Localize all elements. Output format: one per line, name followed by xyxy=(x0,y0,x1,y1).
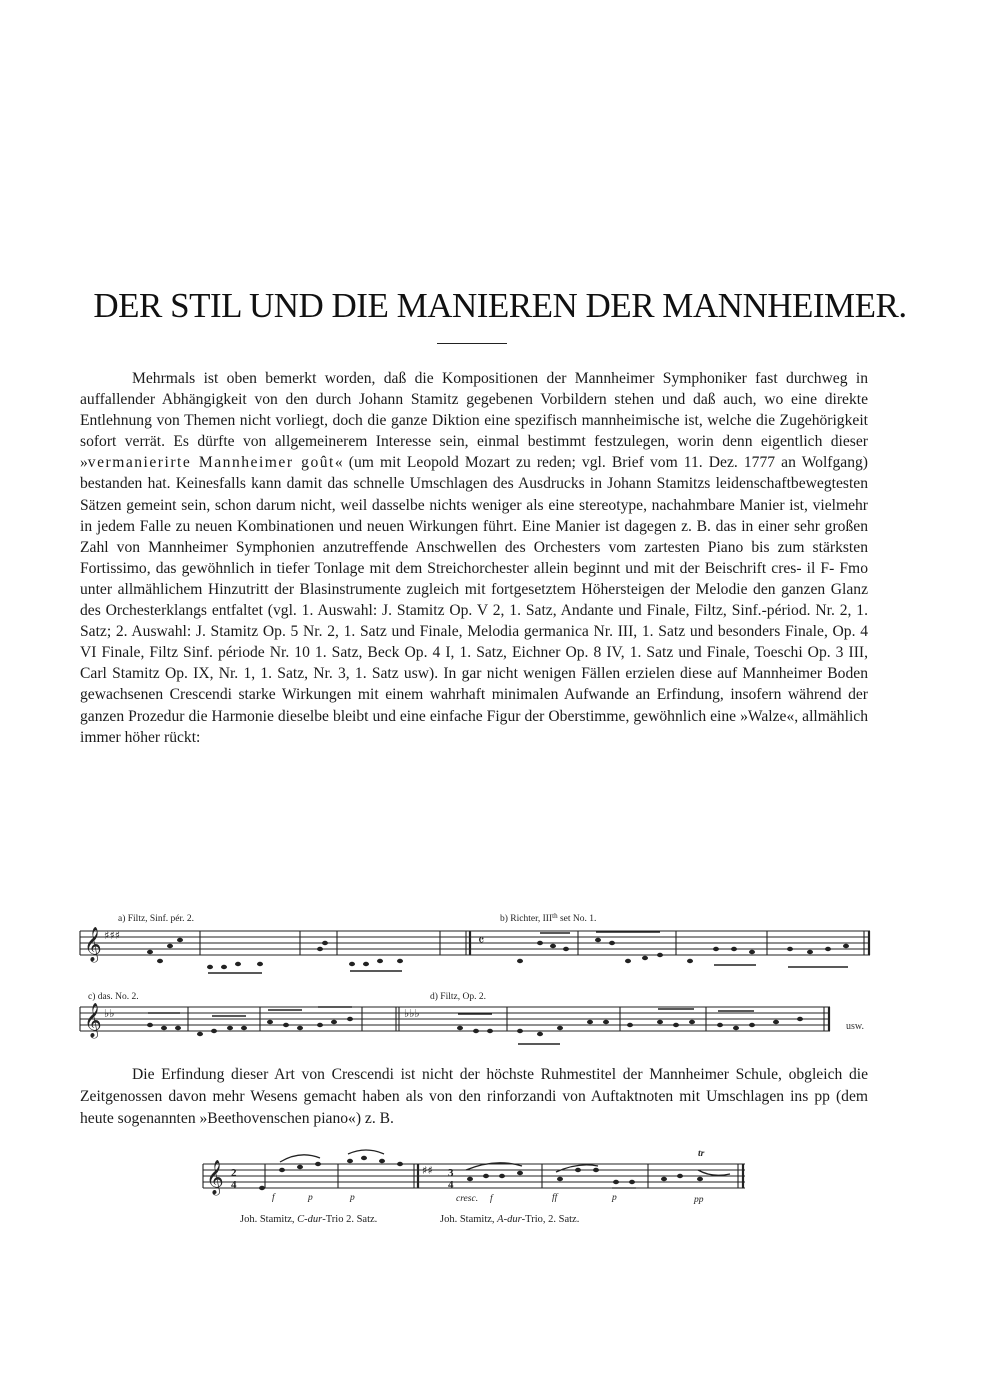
svg-text:2: 2 xyxy=(231,1167,237,1179)
paragraph-1-spaced-quote: vermanierirte Mannheimer goût xyxy=(87,454,335,472)
caption-left: Joh. Stamitz, C-dur-Trio 2. Satz. xyxy=(240,1214,378,1225)
paragraph-1 xyxy=(80,368,868,748)
svg-text:♯♯♯: ♯♯♯ xyxy=(104,929,120,942)
dyn-p3: p xyxy=(612,1193,617,1203)
paragraph-1-part-1: Mehrmals ist oben bemerkt worden, daß die Kompositionen der Mannheimer Symphoniker fast durchweg in auffallender Abhängigkeit von den durch Johann Stamitz gegebenen Vorbildern stehen und daß auch, wo eine direkte Entlehnung von Themen nicht vorliegt, doch die ganze Diktion eine spezifisch mannheimische ist, welche die Zugehörigkeit sofort verrät. Es dürfte von allgemeinerem Interesse sein, einmal bestimmt festzulegen, worin denn eigentlich dieser » xyxy=(80,370,868,472)
dyn-f1: f xyxy=(272,1193,275,1203)
svg-text:𝄞: 𝄞 xyxy=(84,1003,102,1038)
title-rule xyxy=(437,343,507,344)
example-d-label: d) Filtz, Op. 2. xyxy=(430,992,486,1002)
svg-text:♭♭: ♭♭ xyxy=(104,1007,115,1020)
example-c-label: c) das. No. 2. xyxy=(88,992,139,1002)
svg-text:3: 3 xyxy=(448,1167,454,1179)
dyn-cresc: cresc. xyxy=(456,1194,479,1204)
music-example-1-system-2 xyxy=(0,991,1000,1071)
dyn-p2: p xyxy=(350,1193,355,1203)
treble-clef-icon: 𝄞 xyxy=(84,927,102,962)
dyn-ff: ff xyxy=(552,1193,558,1203)
paragraph-2 xyxy=(80,1064,868,1130)
caption-right: Joh. Stamitz, A-dur-Trio, 2. Satz. xyxy=(440,1214,580,1225)
paragraph-1-part-2: « (um mit Leopold Mozart zu reden; vgl. Brief vom 11. Dez. 1777 an Wolfgang) bestanden hat. Keinesfalls kann damit das schnelle Umschlagen des Ausdrucks in Johann Stamitzs leidenschaftbewegtesten Sätzen gemeint sein, schon darum nicht, weil dasselbe nichts weniger als eine stereotype, nachahmbare Manier ist, vielmehr in jedem Falle zu neuen Kombinationen und neuen Wirkungen führt. Eine Manier ist dagegen z. B. das in einer sehr großen Zahl von Mannheimer Symphonien anzutreffende Anschwellen des Orchesters vom zartesten Piano bis zum stärksten Fortissimo, das gewöhnlich in tiefer Tonlage mit dem Streichorchester allein beginnt und mit der Beischrift cres- il F- Fmo unter allmählichem Hinzutritt der Blasinstrumente zugleich mit fortgesetztem Höhersteigen der Melodie den ganzen Glanz des Orchesterklangs entfaltet (vgl. 1. Auswahl: J. Stamitz Op. V 2, 1. Satz, Andante und Finale, Filtz, Sinf.-périod. Nr. 2, 1. Satz; 2. Auswahl: J. Stamitz Op. 5 Nr. 2, 1. Satz und Finale, Melodia germanica Nr. III, 1. Satz und besonders Finale, Op. 4 VI Finale, Filtz Sinf. période Nr. 10 1. Satz, Beck Op. 4 I, 1. Satz, Eichner Op. 8 IV, 1. Satz und Finale, Toeschi Op. 3 III, Carl Stamitz Op. IX, Nr. 1, 1. Satz, Nr. 3, 1. Satz usw). In gar nicht wenigen Fällen erzielen diese auf Mannheimer Boden gewachsenen Crescendi starke Wirkungen mit einem wahrhaft minimalen Aufwande an Erfindung, insofern während der ganzen Prozedur die Harmonie dieselbe bleibt und eine einfache Figur der Oberstimme, gewöhnlich eine »Walze«, allmählich immer höher rückt: xyxy=(80,454,868,746)
svg-text:4: 4 xyxy=(231,1179,237,1191)
svg-text:♯♯: ♯♯ xyxy=(422,1164,433,1177)
trill-mark: tr xyxy=(698,1149,705,1159)
music-example-1-system-1 xyxy=(0,905,1000,985)
dyn-f2: f xyxy=(490,1194,493,1204)
dyn-p1: p xyxy=(308,1193,313,1203)
page-title: DER STIL UND DIE MANIEREN DER MANNHEIMER. xyxy=(93,286,907,325)
paragraph-2-text: Die Erfindung dieser Art von Crescendi ist nicht der höchste Ruhmestitel der Mannheimer Schule, obgleich die Zeitgenossen davon mehr Wesens gemacht haben als von den rinforzandi von Auftaktnoten mit Umschlagen ins pp (dem heute sogenannten »Beethovenschen piano«) z. B. xyxy=(80,1066,868,1127)
svg-text:♭♭♭: ♭♭♭ xyxy=(404,1007,420,1020)
svg-text:4: 4 xyxy=(448,1179,454,1191)
svg-text:𝄴: 𝄴 xyxy=(478,933,485,949)
example-usw-label: usw. xyxy=(846,1021,864,1032)
example-a-label: a) Filtz, Sinf. pér. 2. xyxy=(118,914,194,924)
dyn-pp: pp xyxy=(694,1195,704,1205)
music-example-2 xyxy=(0,1148,1000,1208)
example-b-label: b) Richter, IIIth set No. 1. xyxy=(500,912,597,924)
svg-text:𝄞: 𝄞 xyxy=(206,1160,224,1195)
